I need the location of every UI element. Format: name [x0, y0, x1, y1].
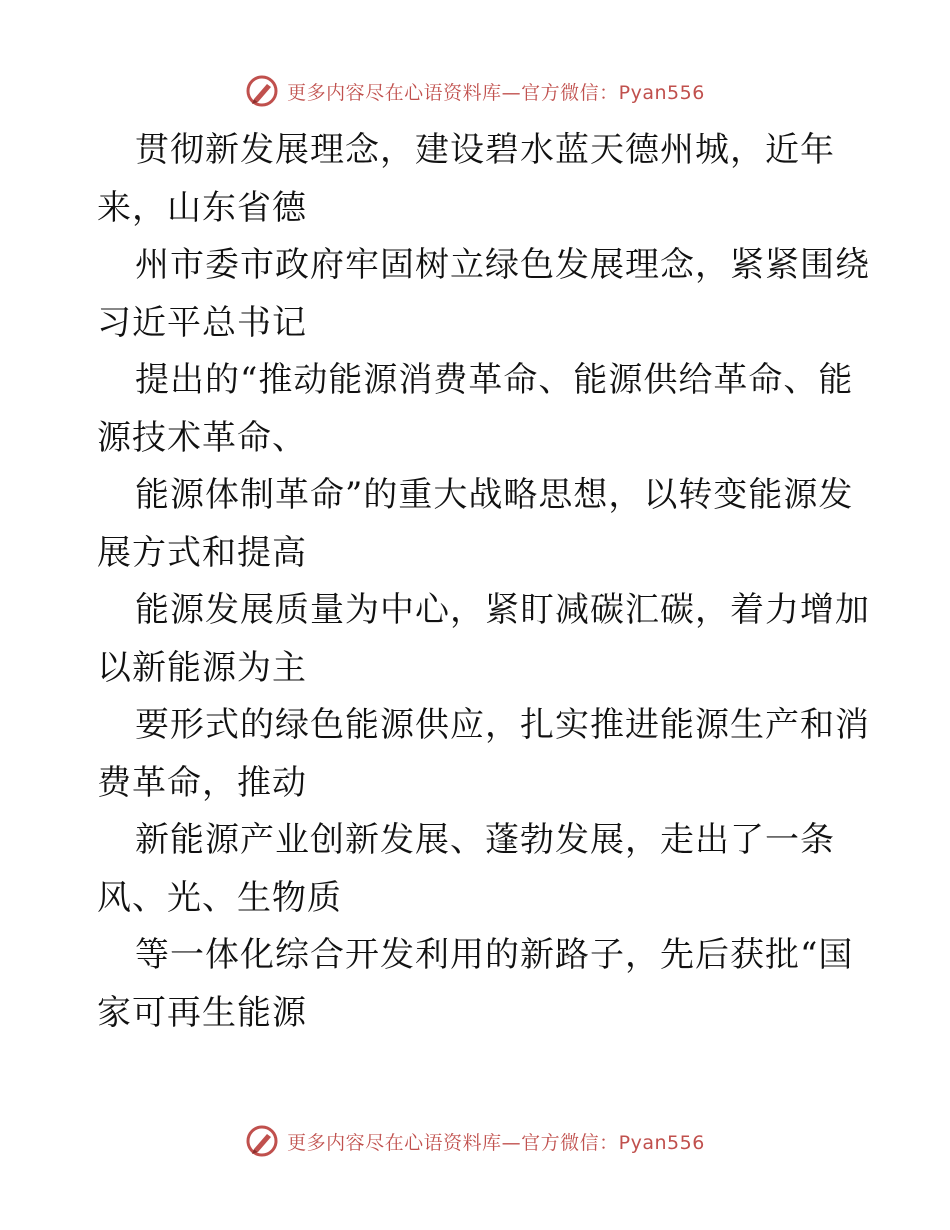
page-footer-banner	[0, 1124, 950, 1158]
text-line: 新能源产业创新发展、蓬勃发展，走出了一条	[135, 820, 835, 860]
footer-banner-text: 更多内容尽在心语资料库—官方微信：Pyan556	[287, 1131, 705, 1154]
text-line: 州市委市政府牢固树立绿色发展理念，紧紧围绕	[135, 245, 870, 285]
text-line: 源技术革命、	[97, 417, 307, 458]
page-header-banner	[0, 74, 950, 108]
pen-logo-icon	[245, 1124, 279, 1158]
text-line: 能源发展质量为中心，紧盯减碳汇碳，着力增加	[135, 590, 870, 630]
text-line: 贯彻新发展理念，建设碧水蓝天德州城，近年	[135, 130, 835, 170]
text-line: 来，山东省德	[97, 187, 307, 228]
text-line: 等一体化综合开发利用的新路子，先后获批“国	[135, 935, 854, 975]
text-line: 费革命，推动	[97, 762, 307, 803]
text-line: 习近平总书记	[97, 302, 307, 343]
header-banner-text: 更多内容尽在心语资料库—官方微信：Pyan556	[287, 81, 705, 104]
text-line: 家可再生能源	[97, 992, 307, 1033]
text-line: 要形式的绿色能源供应，扎实推进能源生产和消	[135, 705, 870, 745]
text-line: 以新能源为主	[97, 647, 307, 688]
document-body	[97, 122, 870, 1042]
text-line: 能源体制革命”的重大战略思想，以转变能源发	[135, 475, 854, 515]
text-line: 提出的“推动能源消费革命、能源供给革命、能	[135, 360, 854, 400]
pen-logo-icon	[245, 74, 279, 108]
text-line: 风、光、生物质	[97, 877, 342, 918]
text-line: 展方式和提高	[97, 532, 307, 573]
